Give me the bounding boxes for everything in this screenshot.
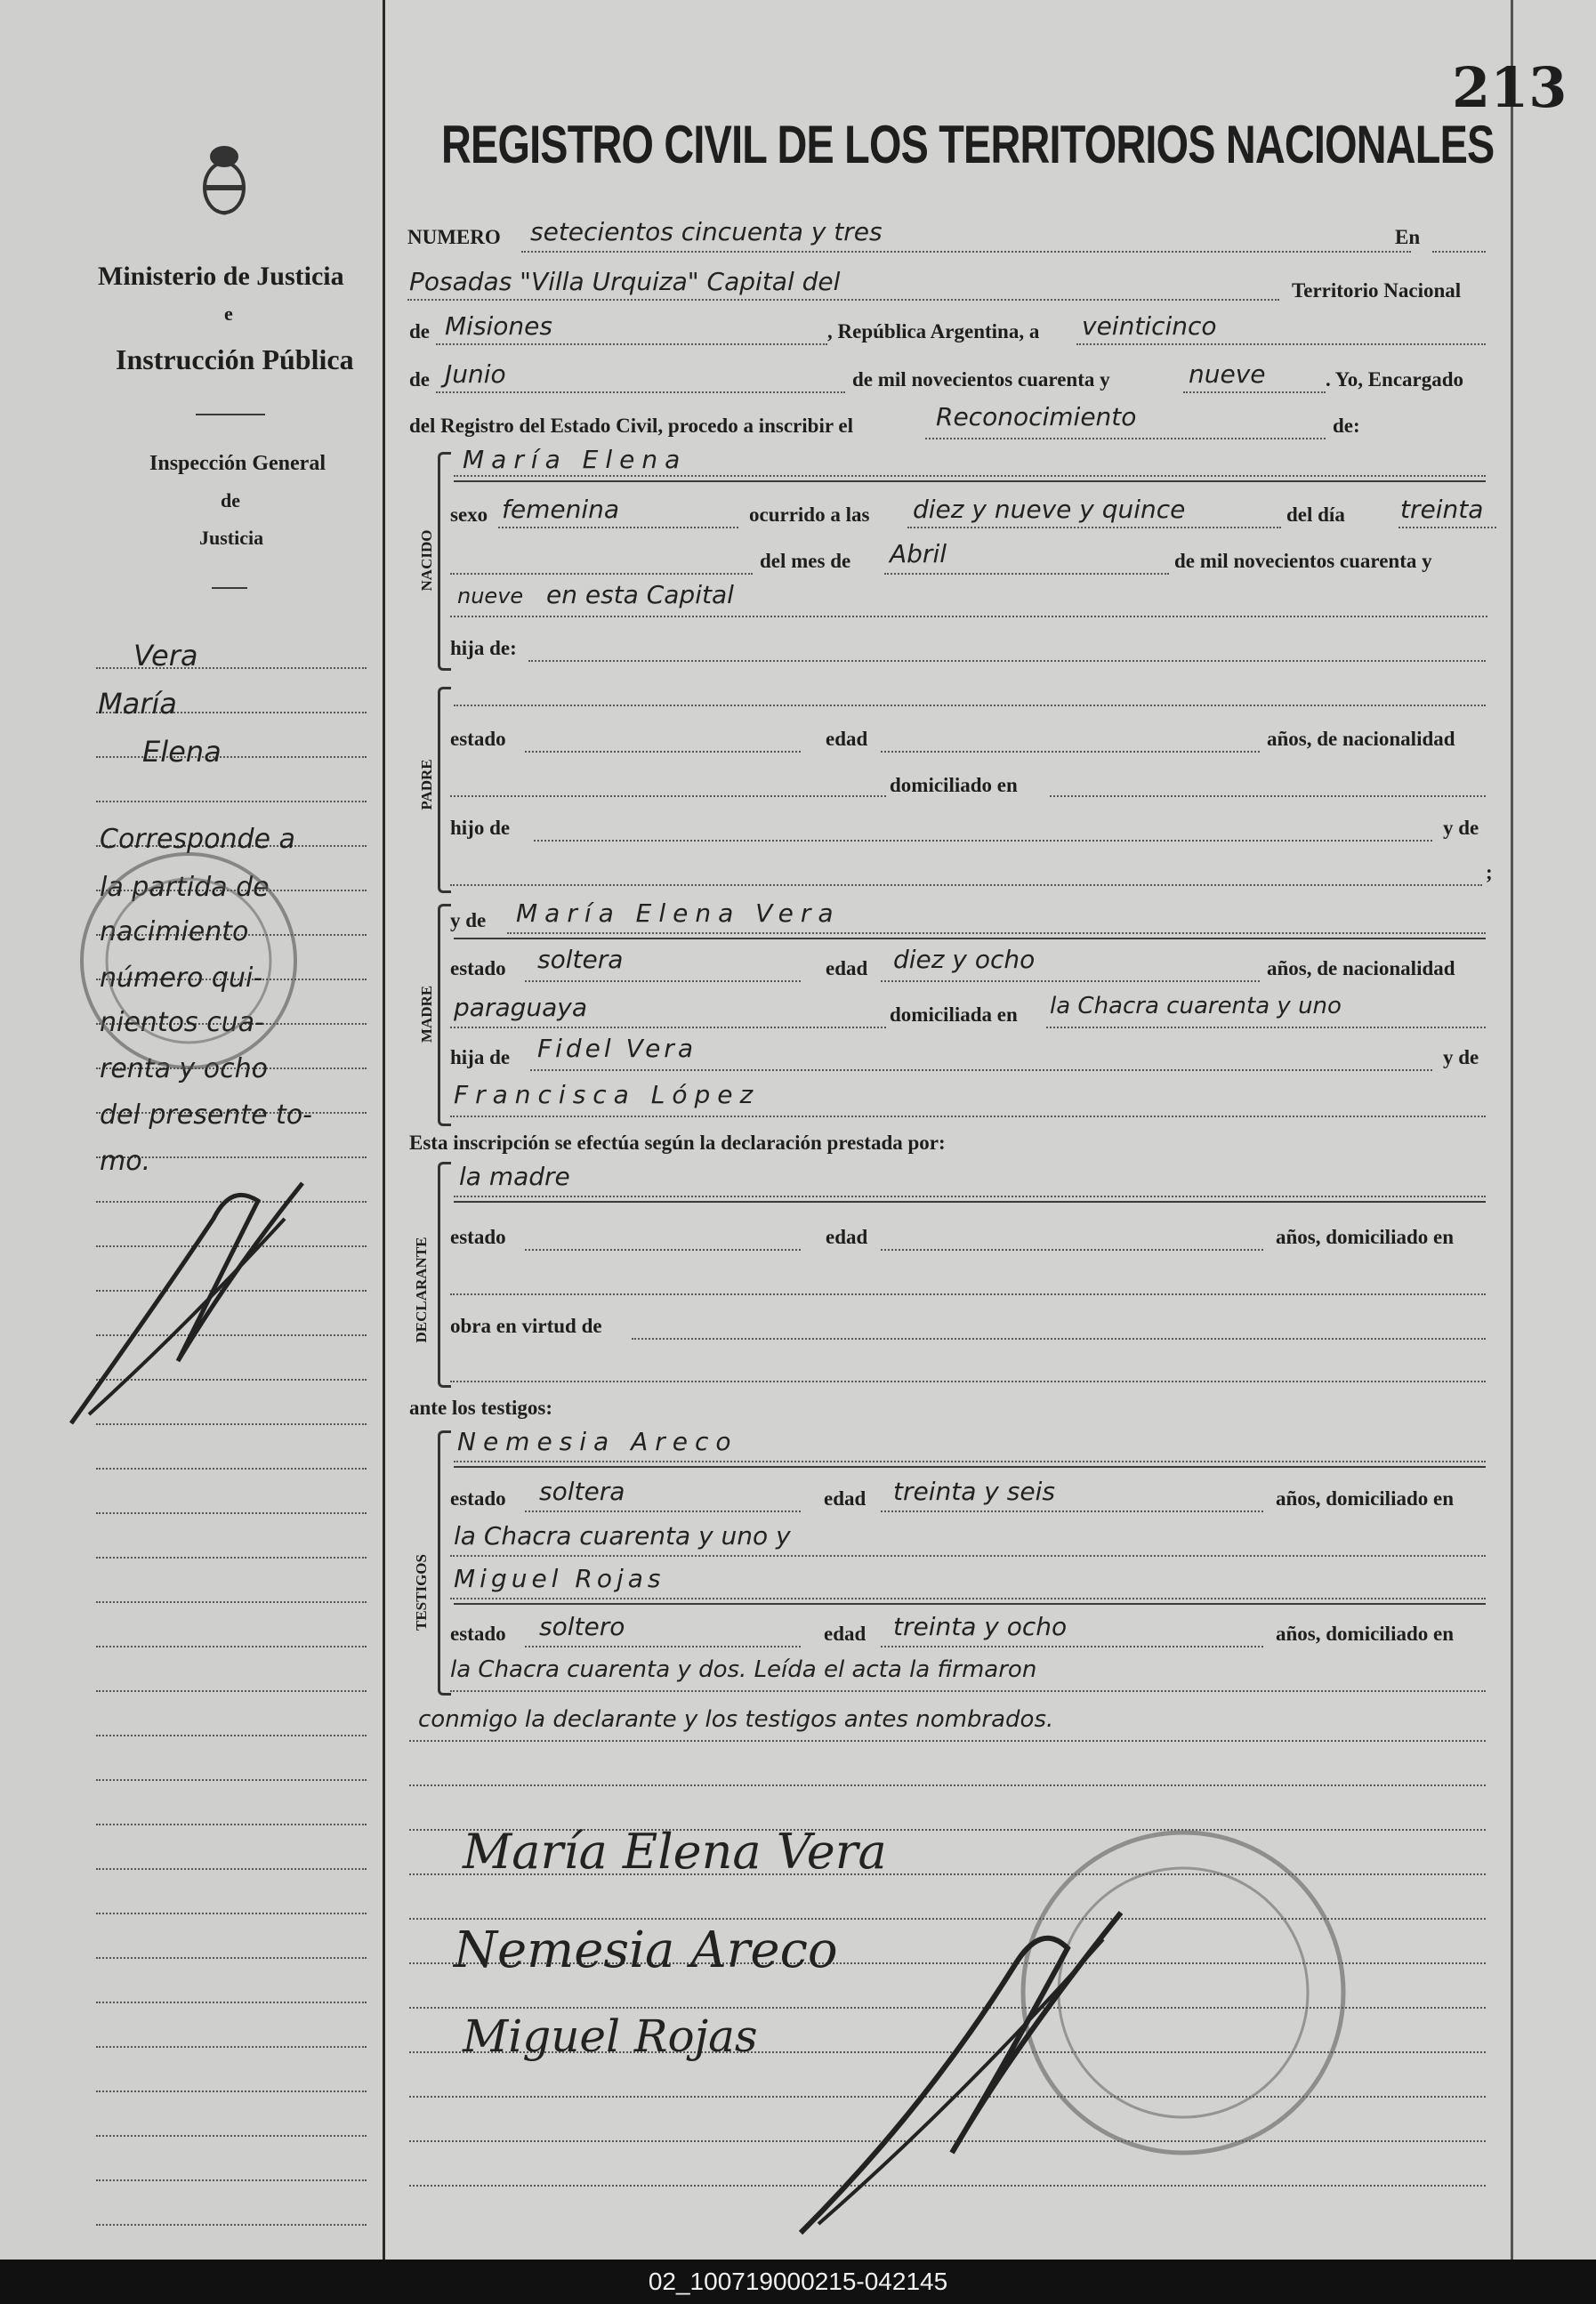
dotted-line [884, 573, 1169, 575]
nacido-lugar-value: en esta Capital [546, 580, 734, 609]
dotted-line [1183, 391, 1326, 393]
declarante-intro: Esta inscripción se efectúa según la declaración prestada por: [409, 1132, 946, 1154]
nacido-anio-label: de mil novecientos cuarenta y [1174, 550, 1432, 572]
margin-dotted-line [96, 1957, 367, 1959]
margin-note: Corresponde a [100, 824, 295, 855]
dotted-line [1050, 795, 1486, 797]
dotted-line [881, 1510, 1263, 1512]
signature-testigo2: Miguel Rojas [463, 2010, 758, 2062]
margin-divider [383, 0, 385, 2260]
dotted-line [450, 573, 753, 575]
dotted-line [450, 1598, 1486, 1599]
lower-dotted-line [409, 1784, 1486, 1786]
declarante-brace [438, 1162, 451, 1388]
inspection-line1: Inspección General [149, 452, 326, 475]
ministry-line3: Instrucción Pública [116, 343, 354, 375]
dotted-line [454, 1461, 1486, 1462]
dotted-line [530, 1069, 1432, 1071]
lugar-value: Posadas "Villa Urquiza" Capital del [409, 267, 841, 296]
dotted-line [525, 1249, 801, 1251]
dotted-line [521, 251, 1411, 253]
margin-note: del presente to- [100, 1100, 313, 1131]
del-dia-label: del día [1286, 503, 1345, 526]
margin-dotted-line [96, 2135, 367, 2137]
margin-dotted-line [96, 1646, 367, 1647]
padre-section-label: PADRE [418, 759, 435, 810]
declarante-anios-label: años, domiciliado en [1276, 1226, 1455, 1248]
madre-y-de-label: y de [450, 909, 487, 931]
margin-dotted-line [96, 1557, 367, 1559]
testigo2-estado: soltero [539, 1612, 625, 1641]
margin-note: nientos cua- [100, 1007, 264, 1038]
page-number: 213 [1452, 55, 1568, 120]
testigo1-nombre: Nemesia Areco [457, 1427, 738, 1456]
testigo2-edad-label: edad [824, 1623, 867, 1645]
dotted-line [534, 840, 1432, 842]
testigo1-anios-label: años, domiciliado en [1276, 1487, 1455, 1510]
ministry-line1: Ministerio de Justicia [98, 262, 344, 291]
dotted-line [450, 1690, 1486, 1692]
hija-label: hija de: [450, 637, 517, 659]
dotted-line [454, 705, 1486, 706]
padre-anios-label: años, de nacionalidad [1267, 728, 1455, 750]
margin-note: Elena [142, 735, 222, 769]
madre-edad-value: diez y ocho [893, 945, 1036, 974]
nacido-anio-value: nueve [457, 584, 524, 608]
margin-note: nacimiento [100, 916, 249, 947]
yo-label: . Yo, Encargado [1326, 368, 1464, 391]
coat-of-arms-icon [197, 139, 251, 219]
testigo2-nombre: Miguel Rojas [454, 1564, 665, 1593]
margin-rule-2 [212, 587, 247, 589]
margin-dotted-line [96, 1690, 367, 1692]
de3-label: de: [1333, 415, 1360, 437]
madre-nacionalidad: paraguaya [454, 993, 588, 1022]
margin-note: renta y ocho [100, 1053, 268, 1084]
padre-edad-label: edad [826, 728, 868, 750]
declarante-estado-label: estado [450, 1226, 506, 1248]
ocurrido-label: ocurrido a las [749, 503, 870, 526]
dotted-line [407, 299, 1279, 301]
dotted-line [907, 527, 1281, 528]
dotted-line [450, 884, 1482, 886]
margin-dotted-line [96, 2224, 367, 2226]
madre-madre-value: Francisca López [454, 1080, 761, 1109]
testigo1-domicilio: la Chacra cuarenta y uno y [454, 1521, 791, 1551]
dia-value: veinticinco [1082, 311, 1217, 341]
officer-signature-icon [783, 1886, 1228, 2242]
de-label: de [409, 320, 430, 342]
mes-value: Junio [445, 359, 506, 389]
margin-note: María [98, 687, 177, 721]
margin-dotted-line [96, 1868, 367, 1870]
madre-brace [438, 904, 451, 1126]
right-border [1511, 0, 1513, 2260]
madre-domiciliada-label: domiciliada en [890, 1003, 1018, 1026]
margin-dotted-line [96, 801, 367, 802]
dotted-line [450, 1293, 1486, 1295]
dotted-line [881, 751, 1260, 753]
ministry-line2: e [224, 302, 233, 325]
margin-dotted-line [96, 2046, 367, 2048]
testigos-section-label: TESTIGOS [413, 1554, 430, 1631]
dotted-line [881, 1646, 1263, 1647]
dotted-line [1076, 343, 1486, 345]
dotted-line [436, 391, 845, 393]
territorio-label: Territorio Nacional [1292, 279, 1462, 302]
anio-value: nueve [1189, 359, 1266, 389]
rule [454, 1466, 1486, 1468]
dotted-line [525, 751, 801, 753]
hora-value: diez y nueve y quince [913, 495, 1186, 524]
dotted-line [454, 475, 1486, 477]
margin-dotted-line [96, 1468, 367, 1470]
dotted-line [925, 438, 1326, 439]
dotted-line [525, 1646, 801, 1647]
en-label: En [1395, 226, 1421, 248]
del-mes-label: del mes de [760, 550, 851, 572]
margin-dotted-line [96, 2179, 367, 2181]
madre-edad-label: edad [826, 957, 868, 979]
declarante-edad-label: edad [826, 1226, 868, 1248]
testigo2-edad: treinta y ocho [893, 1612, 1068, 1641]
dotted-line [450, 616, 1487, 617]
declarante-nombre: la madre [459, 1162, 570, 1191]
inspection-line2: de [221, 489, 240, 512]
sexo-value: femenina [502, 495, 620, 524]
signature-testigo1: Nemesia Areco [454, 1921, 838, 1979]
dotted-line [450, 1116, 1486, 1117]
image-caption: 02_100719000215-042145 [0, 2260, 1596, 2304]
dotted-line [436, 343, 827, 345]
dotted-line [881, 980, 1260, 982]
republica-label: , República Argentina, a [827, 320, 1040, 342]
inspection-line3: Justicia [199, 527, 264, 549]
dotted-line [507, 932, 1486, 934]
margin-signature-icon [53, 1165, 391, 1432]
dotted-line [1432, 251, 1486, 253]
mes-value: Abril [890, 539, 947, 568]
margin-dotted-line [96, 1779, 367, 1781]
provincia-value: Misiones [445, 311, 552, 341]
dotted-line [450, 1027, 886, 1028]
registro-label: del Registro del Estado Civil, procedo a inscribir el [409, 415, 853, 437]
sexo-label: sexo [450, 503, 488, 526]
testigos-brace [438, 1430, 451, 1696]
madre-anios-label: años, de nacionalidad [1267, 957, 1455, 979]
madre-nombre: María Elena Vera [516, 898, 841, 928]
numero-value: setecientos cincuenta y tres [530, 217, 883, 246]
testigo2-anios-label: años, domiciliado en [1276, 1623, 1455, 1645]
margin-note: mo. [100, 1146, 151, 1177]
anio-label: de mil novecientos cuarenta y [852, 368, 1110, 391]
madre-domicilio: la Chacra cuarenta y uno [1050, 993, 1342, 1019]
dia-value: treinta [1400, 495, 1484, 524]
rule [454, 1603, 1486, 1605]
dotted-line [525, 1510, 801, 1512]
dotted-line [498, 527, 738, 528]
testigos-intro: ante los testigos: [409, 1397, 552, 1419]
margin-dotted-line [96, 756, 367, 758]
madre-estado-value: soltera [537, 945, 624, 974]
rule [454, 480, 1486, 482]
margin-stamp-icon [73, 845, 304, 1076]
acto-value: Reconocimiento [936, 402, 1137, 431]
padre-domiciliado-label: domiciliado en [890, 774, 1018, 796]
margin-dotted-line [96, 1824, 367, 1825]
dotted-line [450, 795, 886, 797]
margin-dotted-line [96, 1735, 367, 1736]
signature-madre: María Elena Vera [463, 1824, 887, 1880]
padre-semicolon: ; [1486, 861, 1493, 883]
testigo2-domicilio: la Chacra cuarenta y dos. Leída el acta la firmaron [450, 1656, 1037, 1683]
dotted-line [525, 980, 801, 982]
numero-label: NUMERO [407, 226, 501, 248]
madre-hija-label: hija de [450, 1046, 511, 1068]
declarante-obra-label: obra en virtud de [450, 1315, 602, 1337]
margin-rule-1 [196, 414, 265, 415]
margin-dotted-line [96, 2091, 367, 2092]
nacido-brace [438, 452, 451, 671]
margin-dotted-line [96, 2002, 367, 2003]
madre-section-label: MADRE [418, 985, 435, 1043]
dotted-line [881, 1249, 1263, 1251]
margin-dotted-line [96, 1601, 367, 1603]
document-title: REGISTRO CIVIL DE LOS TERRITORIOS NACIONALES [441, 115, 1495, 174]
testigo1-estado: soltera [539, 1477, 625, 1506]
rule [454, 1201, 1486, 1203]
madre-estado-label: estado [450, 957, 506, 979]
margin-dotted-line [96, 1913, 367, 1914]
margin-dotted-line [96, 1512, 367, 1514]
dotted-line [528, 660, 1486, 662]
dotted-line [450, 1555, 1486, 1557]
testigo1-estado-label: estado [450, 1487, 506, 1510]
padre-brace [438, 687, 451, 893]
dotted-line [454, 1196, 1486, 1197]
dotted-line [1046, 1027, 1486, 1028]
dotted-line [632, 1338, 1486, 1340]
padre-estado-label: estado [450, 728, 506, 750]
testigo1-edad-label: edad [824, 1487, 867, 1510]
madre-padre-value: Fidel Vera [537, 1034, 697, 1063]
dotted-line [409, 1740, 1486, 1742]
declarante-section-label: DECLARANTE [413, 1237, 430, 1343]
margin-note: la partida de [100, 872, 270, 903]
nacido-section-label: NACIDO [418, 529, 435, 592]
rule [454, 938, 1486, 939]
margin-note: Vera [133, 639, 198, 673]
nacido-nombre: María Elena [463, 445, 688, 474]
closing-text: conmigo la declarante y los testigos antes nombrados. [418, 1706, 1054, 1733]
padre-y-de-label: y de [1443, 817, 1479, 839]
madre-y-de2-label: y de [1443, 1046, 1479, 1068]
dotted-line [450, 1381, 1486, 1382]
testigo1-edad: treinta y seis [893, 1477, 1055, 1506]
margin-note: número qui- [100, 963, 263, 994]
padre-hijo-label: hijo de [450, 817, 511, 839]
de2-label: de [409, 368, 430, 391]
testigo2-estado-label: estado [450, 1623, 506, 1645]
dotted-line [1399, 527, 1496, 528]
